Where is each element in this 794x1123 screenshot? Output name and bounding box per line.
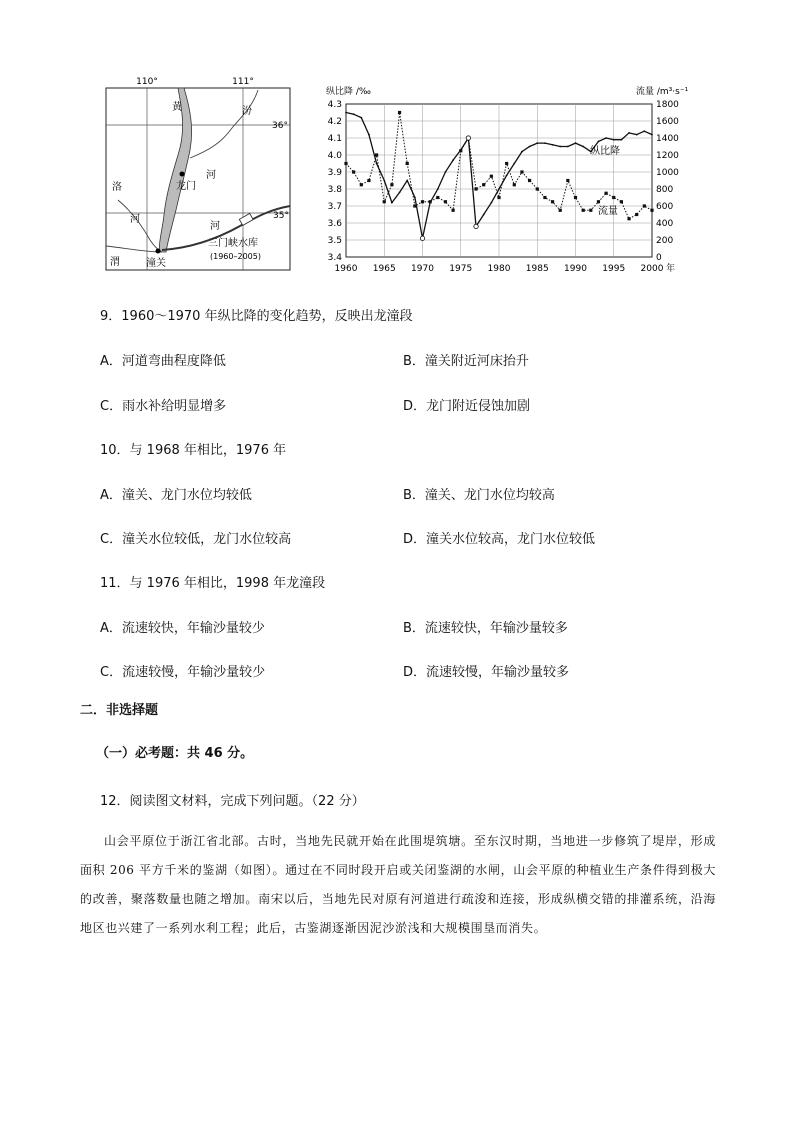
x-tick-label: 1960	[334, 264, 358, 274]
gradient-point	[567, 146, 569, 148]
lat-36-label: 36°	[272, 121, 288, 131]
y-left-tick-label: 4.3	[327, 100, 342, 110]
fen-river	[190, 90, 258, 158]
chart-ylabel-right: 流量 /m³·s⁻¹	[636, 87, 689, 97]
x-tick-label: 2000	[640, 264, 664, 274]
map-label-longmen: 龙门	[176, 181, 196, 192]
y-left-tick-label: 3.5	[327, 236, 342, 246]
gradient-point	[360, 117, 362, 119]
gradient-point	[368, 134, 370, 136]
y-left-tick-label: 3.6	[327, 219, 342, 229]
flow-point	[360, 183, 363, 186]
y-right-tick-label: 1600	[656, 117, 679, 127]
flow-point	[589, 209, 592, 212]
y-right-tick-label: 200	[656, 236, 674, 246]
gradient-point	[506, 175, 508, 177]
q10-option-d[interactable]: D．潼关水位较高，龙门水位较低	[403, 532, 596, 547]
q10-option-b[interactable]: B．潼关、龙门水位均较高	[403, 488, 555, 503]
gradient-point	[345, 112, 347, 114]
x-tick-label: 1990	[564, 264, 587, 274]
gradient-point	[521, 151, 523, 153]
q11-option-a[interactable]: A．流速较快，年输沙量较少	[100, 621, 265, 636]
map-label-tongguan: 潼关	[146, 258, 166, 269]
flow-point	[367, 179, 370, 182]
q9-option-c[interactable]: C．雨水补给明显增多	[100, 399, 227, 414]
flow-point	[543, 196, 546, 199]
gradient-point	[552, 144, 554, 146]
chart-x-ticks	[335, 264, 664, 274]
question-10-stem: 10．与 1968 年相比，1976 年	[100, 443, 287, 458]
lon-111-label: 111°	[232, 77, 254, 87]
gradient-point	[452, 159, 454, 161]
y-right-tick-label: 800	[656, 185, 674, 195]
gradient-point	[513, 163, 515, 165]
gradient-highlight-point	[474, 224, 478, 228]
flow-point	[551, 200, 554, 203]
q10-option-c[interactable]: C．潼关水位较低，龙门水位较高	[100, 532, 292, 547]
gradient-point	[437, 188, 439, 190]
gradient-point	[605, 137, 607, 139]
section-2-title: 二．非选择题	[80, 703, 159, 718]
longmen-point	[180, 172, 185, 177]
flow-point	[444, 200, 447, 203]
gradient-point	[544, 142, 546, 144]
luo-river	[118, 200, 162, 252]
flow-point	[574, 196, 577, 199]
x-tick-label: 1995	[602, 264, 626, 274]
map-label-fen: 汾	[242, 106, 252, 117]
flow-point	[620, 200, 623, 203]
flow-point	[528, 179, 531, 182]
y-left-tick-label: 3.9	[327, 168, 342, 178]
flow-point	[497, 196, 500, 199]
flow-point	[566, 179, 569, 182]
map-label-sanmenxia-years: (1960–2005)	[210, 252, 261, 261]
annotation-flow: 流量	[598, 206, 618, 217]
gradient-highlight-point	[420, 236, 424, 240]
gradient-point	[490, 202, 492, 204]
y-right-tick-label: 400	[656, 219, 674, 229]
gradient-point	[399, 192, 401, 194]
q9-option-a[interactable]: A．河道弯曲程度降低	[100, 354, 226, 369]
gradient-highlight-point	[466, 136, 470, 140]
gradient-point	[391, 202, 393, 204]
x-tick-label: 1975	[449, 264, 473, 274]
lon-110-label: 110°	[136, 77, 158, 87]
dam-icon	[239, 213, 253, 225]
flow-point	[474, 187, 477, 190]
flow-point	[490, 175, 493, 178]
x-tick-label: 1980	[487, 264, 511, 274]
gradient-point	[353, 113, 355, 115]
flow-point	[398, 111, 401, 114]
map-label-he3: 河	[210, 221, 220, 232]
q11-option-b[interactable]: B．流速较快，年输沙量较多	[403, 621, 568, 636]
y-left-tick-label: 3.4	[327, 253, 342, 263]
gradient-point	[383, 180, 385, 182]
gradient-point	[536, 142, 538, 144]
flow-point	[375, 153, 378, 156]
flow-point	[520, 170, 523, 173]
gradient-point	[575, 142, 577, 144]
chart	[326, 85, 689, 274]
flow-point	[582, 209, 585, 212]
y-right-tick-label: 0	[656, 253, 662, 263]
flow-point	[421, 200, 424, 203]
flow-point	[390, 183, 393, 186]
gradient-point	[643, 130, 645, 132]
flow-point	[452, 209, 455, 212]
flow-point	[459, 149, 462, 152]
gradient-point	[598, 141, 600, 143]
chart-x-unit: 年	[666, 264, 676, 274]
y-right-tick-label: 1800	[656, 100, 679, 110]
map-label-sanmenxia: 三门峡水库	[208, 238, 258, 249]
gradient-point	[628, 132, 630, 134]
material-paragraph: 山会平原位于浙江省北部。古时，当地先民就开始在此围堤筑塘。至东汉时期，当地进一步修筑了堤岸，形成面积 206 平方千米的鉴湖（如图）。通过在不同时段开启或关闭鉴湖的水闸，山会平原的种植业生产条件得到极大的改善，聚落数量也随之增加。南宋以后，当地先民对原有河道进行疏浚和连接，形成纵横交错的排灌系统，沿海地区也兴建了一系列水利工程；此后，古鉴湖逐渐因泥沙淤浅和大规模围垦而消失。	[80, 834, 716, 935]
gradient-point	[613, 139, 615, 141]
flow-point	[635, 213, 638, 216]
q9-option-d[interactable]: D．龙门附近侵蚀加剧	[403, 399, 531, 414]
wei-river	[106, 246, 162, 252]
map-label-he1: 河	[206, 170, 216, 181]
figure-area	[0, 0, 794, 290]
gradient-point	[529, 146, 531, 148]
map	[106, 77, 290, 270]
gradient-point	[621, 139, 623, 141]
gradient-point	[445, 171, 447, 173]
gradient-point	[498, 188, 500, 190]
lat-35-label: 35°	[273, 211, 289, 221]
flow-point	[627, 217, 630, 220]
gradient-point	[636, 134, 638, 136]
chart-y-right-ticks	[656, 100, 679, 263]
y-left-tick-label: 4.1	[327, 134, 342, 144]
q11-option-d[interactable]: D．流速较慢，年输沙量较多	[403, 665, 570, 680]
flow-point	[536, 187, 539, 190]
x-tick-label: 1970	[411, 264, 434, 274]
q11-option-c[interactable]: C．流速较慢，年输沙量较少	[100, 665, 266, 680]
y-left-tick-label: 4.0	[327, 151, 342, 161]
x-tick-label: 1985	[525, 264, 549, 274]
flow-point	[344, 162, 347, 165]
chart-y-left-ticks	[328, 100, 343, 263]
map-label-wei: 渭	[110, 257, 120, 268]
gradient-point	[651, 134, 653, 136]
flow-point	[383, 200, 386, 203]
flow-point	[612, 196, 615, 199]
flow-point	[482, 183, 485, 186]
question-12-stem: 12．阅读图文材料，完成下列问题。（22 分）	[100, 794, 365, 809]
flow-point	[650, 209, 653, 212]
y-left-tick-label: 3.7	[327, 202, 342, 212]
question-11-stem: 11．与 1976 年相比，1998 年龙潼段	[100, 576, 326, 591]
map-label-huang: 黄	[172, 102, 182, 113]
flow-point	[605, 192, 608, 195]
flow-point	[643, 204, 646, 207]
map-label-he2: 河	[130, 214, 140, 225]
flow-point	[406, 162, 409, 165]
x-tick-label: 1965	[372, 264, 396, 274]
y-right-tick-label: 1000	[656, 168, 679, 178]
y-right-tick-label: 1400	[656, 134, 679, 144]
flow-point	[505, 162, 508, 165]
y-left-tick-label: 4.2	[327, 117, 342, 127]
gradient-point	[582, 146, 584, 148]
gradient-point	[376, 163, 378, 165]
gradient-point	[414, 197, 416, 199]
flow-point	[513, 183, 516, 186]
flow-point	[559, 209, 562, 212]
y-left-tick-label: 3.8	[327, 185, 342, 195]
annotation-gradient: 纵比降	[590, 146, 620, 157]
flow-point	[436, 196, 439, 199]
question-9-stem: 9．1960～1970 年纵比降的变化趋势，反映出龙潼段	[100, 309, 413, 324]
y-right-tick-label: 600	[656, 202, 674, 212]
q10-option-a[interactable]: A．潼关、龙门水位均较低	[100, 488, 252, 503]
chart-ylabel-left: 纵比降 /‰	[326, 87, 371, 97]
y-right-tick-label: 1200	[656, 151, 679, 161]
section-2-subtitle: （一）必考题：共 46 分。	[96, 746, 254, 761]
gradient-point	[483, 214, 485, 216]
gradient-point	[559, 146, 561, 148]
map-label-luo: 洛	[112, 182, 122, 193]
gradient-point	[406, 180, 408, 182]
flow-point	[429, 200, 432, 203]
q9-option-b[interactable]: B．潼关附近河床抬升	[403, 354, 529, 369]
flow-point	[597, 200, 600, 203]
figure-svg	[0, 0, 794, 290]
flow-point	[352, 170, 355, 173]
tongguan-point	[156, 249, 161, 254]
flow-point	[413, 204, 416, 207]
